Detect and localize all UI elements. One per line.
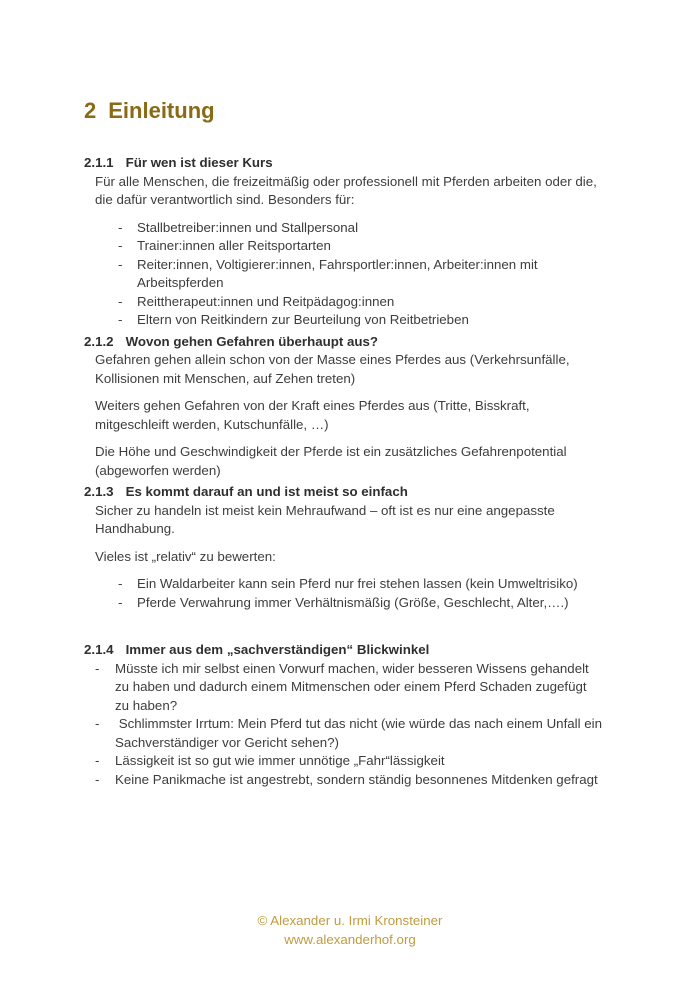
bullet-dash: -	[95, 753, 100, 768]
bullet-dash: -	[118, 238, 123, 253]
list-item	[84, 237, 604, 256]
list-item	[84, 219, 604, 238]
chapter-title	[84, 97, 604, 124]
list-item-text: Ein Waldarbeiter kann sein Pferd nur frei stehen lassen (kein Umweltrisiko)	[137, 576, 578, 591]
section-heading-2-1-1	[84, 154, 604, 173]
section-number: 2.1.4	[84, 642, 114, 657]
list-item-text: Stallbetreiber:innen und Stallpersonal	[137, 219, 359, 235]
chapter-number: 2	[84, 98, 97, 123]
list-item-text: Lässigkeit ist so gut wie immer unnötige „Fahr“lässigkeit	[115, 753, 445, 768]
list-item	[84, 311, 604, 330]
paragraph: Weiters gehen Gefahren von der Kraft eines Pferdes aus (Tritte, Bisskraft, mitgeschleift werden, Kutschunfälle, …)	[95, 398, 530, 432]
page-footer	[0, 912, 700, 949]
section-number: 2.1.1	[84, 155, 114, 170]
list-item	[84, 660, 604, 716]
list-item-text: Trainer:innen aller Reitsportarten	[137, 238, 331, 253]
list-item	[84, 594, 604, 613]
list-item	[84, 771, 604, 790]
website-link[interactable]: www.alexanderhof.org	[284, 931, 416, 947]
list-item-text: Eltern von Reitkindern zur Beurteilung von Reitbetrieben	[137, 312, 469, 327]
bullet-dash: -	[118, 256, 123, 272]
section-heading-2-1-3	[84, 483, 604, 502]
bullet-dash: -	[118, 594, 123, 610]
list-item-text: Müsste ich mir selbst einen Vorwurf machen, wider besseren Wissens gehandelt zu haben und dadurch einem Mitmenschen oder einem Pferd Schaden zugefügt zu haben?	[115, 660, 593, 713]
paragraph: Für alle Menschen, die freizeitmäßig oder professionell mit Pferden arbeiten oder die, die dafür verantwortlich sind. Besonders für:	[95, 173, 597, 207]
paragraph: Vieles ist „relativ“ zu bewerten:	[95, 548, 276, 564]
section-2-1-3	[84, 483, 604, 612]
bullet-dash: -	[118, 312, 123, 327]
paragraph: Gefahren gehen allein schon von der Masse eines Pferdes aus (Verkehrsunfälle, Kollisionen mit Menschen, auf Zehen treten)	[95, 352, 570, 386]
section-heading-text: Für wen ist dieser Kurs	[125, 155, 273, 170]
paragraph: Die Höhe und Geschwindigkeit der Pferde ist ein zusätzliches Gefahrenpotential (abgeworfen werden)	[95, 444, 567, 478]
bullet-dash: -	[95, 771, 100, 787]
bullet-dash: -	[118, 219, 123, 235]
list-item	[84, 575, 604, 594]
bullet-list	[84, 660, 604, 790]
list-item-text: Pferde Verwahrung immer Verhältnismäßig (Größe, Geschlecht, Alter,….)	[137, 594, 569, 610]
section-heading-2-1-2	[84, 333, 604, 352]
list-item	[84, 715, 604, 752]
list-item-text: Keine Panikmache ist angestrebt, sondern ständig besonnenes Mitdenken gefragt	[115, 771, 598, 787]
list-item-text: Reiter:innen, Voltigierer:innen, Fahrsportler:innen, Arbeiter:innen mit Arbeitspferden	[137, 256, 541, 290]
section-2-1-1	[84, 154, 604, 330]
list-item-text: Schlimmster Irrtum: Mein Pferd tut das nicht (wie würde das nach einem Unfall ein Sachverständiger vor Gericht sehen?)	[115, 716, 606, 750]
bullet-list	[84, 575, 604, 612]
section-2-1-2	[84, 333, 604, 481]
copyright-line: © Alexander u. Irmi Kronsteiner	[257, 913, 443, 928]
section-number: 2.1.2	[84, 333, 114, 349]
list-item	[84, 293, 604, 312]
list-item	[84, 256, 604, 293]
section-heading-text: Wovon gehen Gefahren überhaupt aus?	[125, 333, 378, 349]
bullet-dash: -	[118, 293, 123, 309]
section-heading-text: Es kommt darauf an und ist meist so einfach	[125, 484, 408, 499]
bullet-dash: -	[95, 660, 100, 676]
chapter-title-text: Einleitung	[108, 98, 215, 123]
bullet-dash: -	[118, 576, 123, 591]
bullet-list	[84, 219, 604, 330]
section-number: 2.1.3	[84, 484, 114, 499]
section-2-1-4	[84, 641, 604, 789]
section-heading-2-1-4	[84, 641, 604, 660]
section-heading-text: Immer aus dem „sachverständigen“ Blickwinkel	[125, 642, 430, 657]
list-item-text: Reittherapeut:innen und Reitpädagog:innen	[137, 293, 395, 309]
list-item	[84, 752, 604, 771]
paragraph: Sicher zu handeln ist meist kein Mehraufwand – oft ist es nur eine angepasste Handhabung.	[95, 502, 555, 536]
bullet-dash: -	[95, 716, 100, 731]
